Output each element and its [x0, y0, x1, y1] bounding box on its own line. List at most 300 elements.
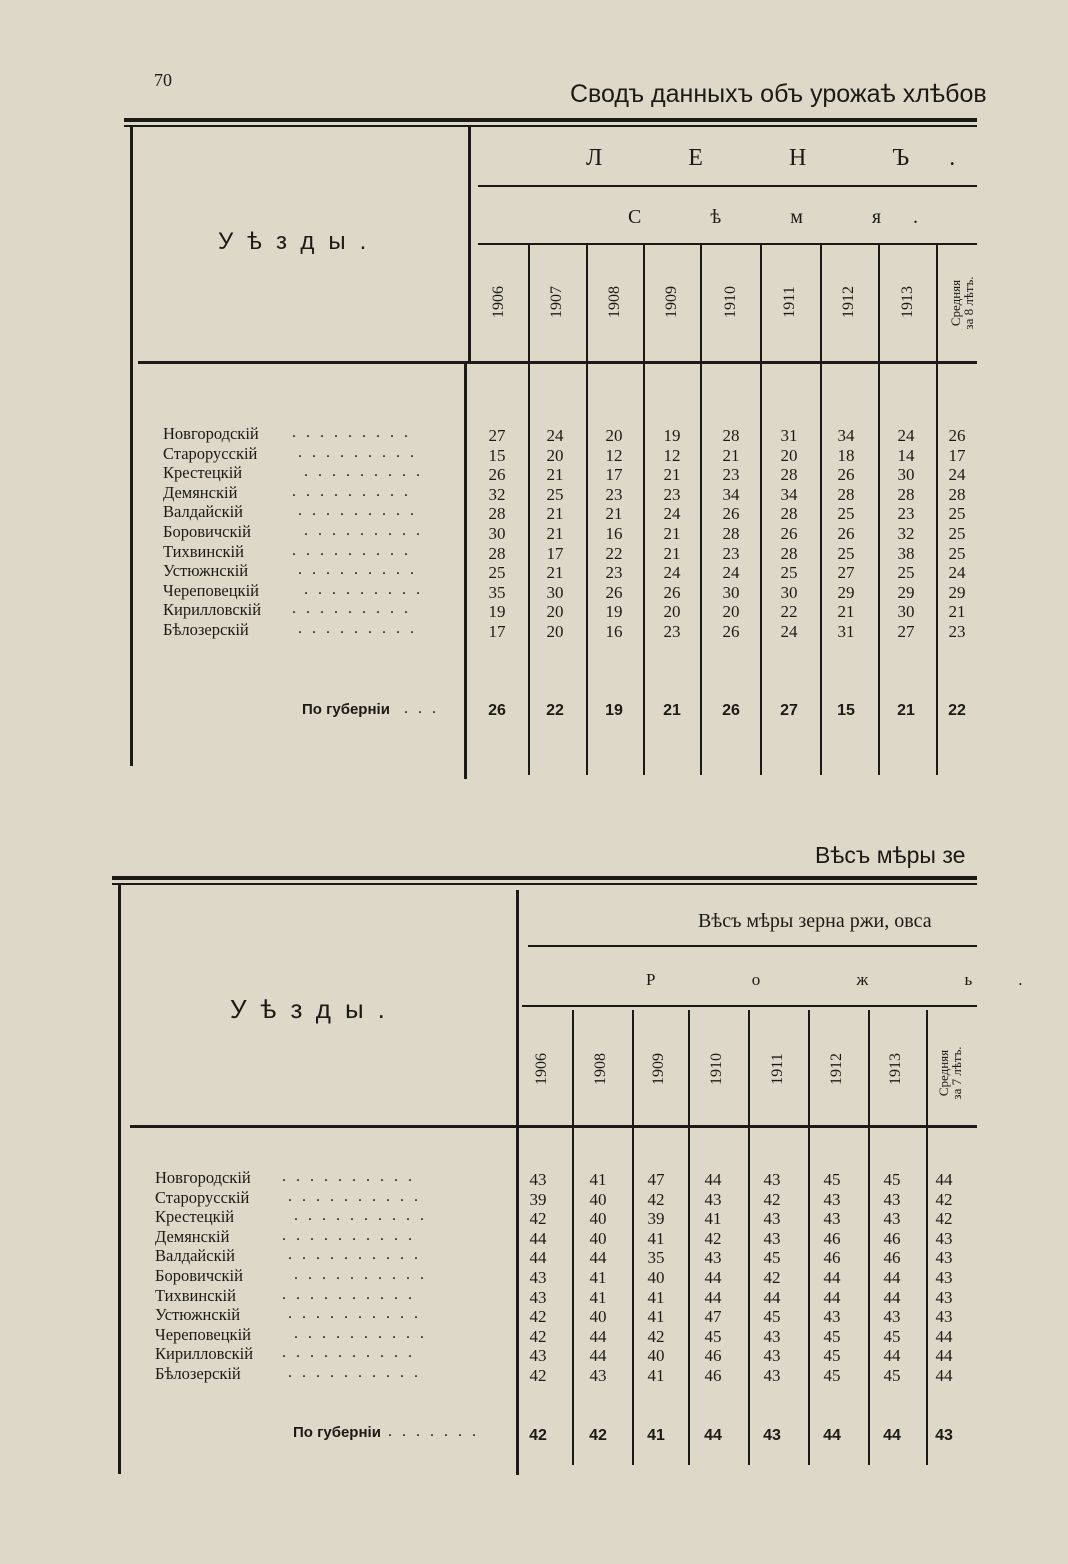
table1-year-1911: 1911 — [781, 286, 798, 318]
table-cell: 16 — [605, 524, 623, 543]
table-cell: 35 — [488, 582, 506, 602]
table-cell: 25 — [488, 563, 506, 583]
section-title: Вѣсъ мѣры зе — [815, 842, 966, 868]
table-cell: 24 — [780, 622, 798, 641]
district-name: Бѣлозерскій — [163, 620, 249, 639]
table-cell: 44 — [883, 1287, 901, 1307]
table-cell: 20 — [546, 622, 564, 641]
table-cell: 43 — [935, 1248, 953, 1268]
total-cell: 21 — [897, 702, 915, 719]
table2-avg-header-line2: за 7 лѣтъ. — [949, 1046, 964, 1100]
table-cell: 20 — [722, 602, 740, 622]
table-cell: 43 — [529, 1346, 547, 1366]
table-cell: 17 — [546, 543, 564, 563]
table-cell: 30 — [780, 582, 798, 602]
table-cell: 45 — [823, 1366, 841, 1385]
table-cell: 39 — [529, 1189, 547, 1209]
table-cell: 44 — [935, 1346, 953, 1366]
table-cell: 43 — [763, 1170, 781, 1189]
table-cell: 46 — [883, 1228, 901, 1248]
table-cell: 41 — [589, 1287, 607, 1307]
table-cell: 27 — [897, 622, 915, 641]
table-cell: 26 — [488, 465, 506, 485]
dot-leader: . . . . . . . . . — [304, 580, 423, 598]
table1-year-1913: 1913 — [899, 286, 916, 318]
table-cell: 26 — [837, 465, 855, 485]
table2-group-header: Вѣсъ мѣры зерна ржи, овса — [698, 910, 932, 932]
table1-col-rule — [586, 245, 588, 775]
table-cell: 45 — [883, 1170, 901, 1189]
table-cell: 25 — [837, 504, 855, 524]
district-name: Череповецкій — [163, 580, 259, 600]
table-cell: 31 — [780, 426, 798, 445]
table-cell: 42 — [763, 1189, 781, 1209]
table-cell: 25 — [948, 504, 966, 524]
table-cell: 42 — [704, 1228, 722, 1248]
table-cell: 45 — [823, 1170, 841, 1189]
total-cell: 44 — [704, 1427, 722, 1444]
table-cell: 41 — [589, 1268, 607, 1287]
table-cell: 12 — [663, 445, 681, 465]
district-name: Устюжнскій — [163, 561, 249, 581]
table-cell: 24 — [897, 426, 915, 445]
table-cell: 17 — [605, 465, 623, 485]
table-cell: 40 — [589, 1228, 607, 1248]
table-cell: 43 — [529, 1287, 547, 1307]
dot-leader: . . . . . . . . . — [298, 620, 417, 637]
table-cell: 44 — [704, 1268, 722, 1287]
table-cell: 44 — [704, 1170, 722, 1189]
district-name: Тихвинскій — [163, 541, 244, 561]
page-title: Сводъ данныхъ объ урожаѣ хлѣбов — [570, 80, 987, 108]
table1-top-rule-thin — [124, 125, 977, 127]
table2-col-rule — [688, 1010, 690, 1465]
table-cell: 30 — [546, 582, 564, 602]
table-cell: 21 — [546, 504, 564, 524]
table-cell: 26 — [722, 622, 740, 641]
table-cell: 23 — [663, 484, 681, 504]
table-cell: 21 — [663, 465, 681, 485]
table-cell: 17 — [488, 622, 506, 641]
table-cell: 24 — [663, 504, 681, 524]
table-cell: 26 — [837, 524, 855, 543]
district-name: Крестецкій — [155, 1207, 235, 1227]
table1-col-rule — [760, 245, 762, 775]
table2-year-1908: 1908 — [592, 1053, 609, 1085]
district-name: Череповецкій — [155, 1324, 251, 1344]
table-cell: 25 — [546, 484, 564, 504]
table-cell: 28 — [488, 543, 506, 563]
table-cell: 25 — [948, 543, 966, 563]
table-cell: 45 — [704, 1326, 722, 1346]
table1-year-1910: 1910 — [722, 286, 739, 318]
dot-leader: . . . . . . . . . . — [288, 1305, 421, 1323]
district-name: Устюжнскій — [155, 1305, 241, 1325]
table-cell: 28 — [722, 524, 740, 543]
table-cell: 44 — [763, 1287, 781, 1307]
table-cell: 23 — [722, 465, 740, 485]
table2-col-rule — [868, 1010, 870, 1465]
table-cell: 42 — [529, 1366, 547, 1385]
table-cell: 21 — [546, 563, 564, 583]
table-cell: 32 — [897, 524, 915, 543]
table2-top-rule — [112, 876, 977, 880]
table-cell: 43 — [883, 1209, 901, 1229]
table1-total-leader: . . . — [404, 700, 439, 717]
dot-leader: . . . . . . . . . — [292, 424, 411, 441]
table-cell: 43 — [589, 1366, 607, 1385]
table-cell: 40 — [589, 1209, 607, 1229]
table1-col-rule — [643, 245, 645, 775]
table1-col-rule — [820, 245, 822, 775]
table-cell: 42 — [763, 1268, 781, 1287]
table-cell: 25 — [837, 543, 855, 563]
district-name: Новгородскій — [155, 1168, 251, 1187]
table-cell: 27 — [837, 563, 855, 583]
table2-col-rule — [632, 1010, 634, 1465]
table-cell: 46 — [823, 1248, 841, 1268]
table-cell: 27 — [488, 426, 506, 445]
dot-leader: . . . . . . . . . — [292, 600, 411, 618]
total-cell: 42 — [529, 1427, 547, 1444]
dot-leader: . . . . . . . . . . — [294, 1266, 427, 1283]
table2-col-rule — [808, 1010, 810, 1465]
total-cell: 26 — [488, 702, 506, 719]
table-cell: 28 — [722, 426, 740, 445]
table-cell: 43 — [935, 1228, 953, 1248]
table1-year-1909: 1909 — [663, 286, 680, 318]
table-cell: 23 — [605, 484, 623, 504]
table1-sub-rule — [478, 243, 977, 245]
table-cell: 44 — [589, 1326, 607, 1346]
table-cell: 38 — [897, 543, 915, 563]
table-cell: 24 — [546, 426, 564, 445]
table-cell: 28 — [780, 543, 798, 563]
table2-left-border — [118, 884, 121, 1474]
table-cell: 44 — [529, 1228, 547, 1248]
table-cell: 23 — [722, 543, 740, 563]
table2-year-1912: 1912 — [828, 1053, 845, 1085]
table-cell: 42 — [647, 1326, 665, 1346]
table2-year-1906: 1906 — [533, 1053, 550, 1085]
table-cell: 44 — [823, 1287, 841, 1307]
table-cell: 41 — [647, 1366, 665, 1385]
table1-year-1912: 1912 — [840, 286, 857, 318]
table-cell: 15 — [488, 445, 506, 465]
table-cell: 46 — [883, 1248, 901, 1268]
table-cell: 44 — [589, 1248, 607, 1268]
table-cell: 29 — [948, 582, 966, 602]
table-cell: 34 — [837, 426, 855, 445]
table-cell: 46 — [704, 1346, 722, 1366]
district-name: Боровичскій — [155, 1266, 243, 1285]
dot-leader: . . . . . . . . . . — [282, 1168, 415, 1185]
total-cell: 15 — [837, 702, 855, 719]
dot-leader: . . . . . . . . . — [292, 482, 411, 500]
dot-leader: . . . . . . . . . — [298, 443, 417, 461]
table-cell: 41 — [704, 1209, 722, 1229]
table-cell: 21 — [948, 602, 966, 622]
dot-leader: . . . . . . . . . . — [282, 1285, 415, 1303]
table2-year-1909: 1909 — [650, 1053, 667, 1085]
table-cell: 43 — [529, 1268, 547, 1287]
table-cell: 43 — [529, 1170, 547, 1189]
table-cell: 47 — [647, 1170, 665, 1189]
table1-head-rule — [138, 361, 977, 364]
table2-col-rule — [572, 1010, 574, 1465]
total-cell: 27 — [780, 702, 798, 719]
table-cell: 43 — [704, 1248, 722, 1268]
table2-row-header: Уѣзды. — [230, 994, 399, 1024]
table1-top-rule — [124, 118, 977, 122]
district-name: Валдайскій — [155, 1246, 236, 1266]
dot-leader: . . . . . . . . . . — [288, 1246, 421, 1264]
table-cell: 24 — [663, 563, 681, 583]
table2-avg-header-line1: Средняя — [936, 1049, 951, 1097]
table2-year-1910: 1910 — [708, 1053, 725, 1085]
table-cell: 23 — [948, 622, 966, 641]
table2-sub-header: Р о ж ь. — [646, 970, 1068, 989]
dot-leader: . . . . . . . . . — [304, 522, 423, 539]
table-cell: 24 — [722, 563, 740, 583]
table-cell: 34 — [780, 484, 798, 504]
table1-avg-header — [949, 258, 975, 348]
table-cell: 44 — [883, 1346, 901, 1366]
district-name: Тихвинскій — [155, 1285, 236, 1305]
dot-leader: . . . . . . . . . . — [294, 1324, 427, 1342]
table1-sub-header: С ѣ м я. — [628, 206, 951, 228]
table-cell: 43 — [704, 1189, 722, 1209]
table-cell: 43 — [935, 1287, 953, 1307]
table-cell: 44 — [883, 1268, 901, 1287]
table-cell: 44 — [704, 1287, 722, 1307]
table-cell: 43 — [763, 1366, 781, 1385]
table1-col-rule — [700, 245, 702, 775]
table-cell: 43 — [763, 1346, 781, 1366]
table-cell: 41 — [589, 1170, 607, 1189]
table-cell: 34 — [722, 484, 740, 504]
district-name: Бѣлозерскій — [155, 1364, 241, 1383]
table2-year-1911: 1911 — [769, 1053, 786, 1085]
table1-avg-header-line2: за 8 лѣтъ. — [961, 276, 976, 330]
table-cell: 14 — [897, 445, 915, 465]
table-cell: 17 — [948, 445, 966, 465]
total-cell: 44 — [823, 1427, 841, 1444]
table-cell: 44 — [935, 1170, 953, 1189]
table-cell: 28 — [780, 465, 798, 485]
table-cell: 43 — [763, 1209, 781, 1229]
table-cell: 40 — [647, 1346, 665, 1366]
table2-group-rule — [528, 945, 977, 947]
district-name: Боровичскій — [163, 522, 251, 541]
district-name: Кирилловскій — [155, 1344, 254, 1364]
table-cell: 31 — [837, 622, 855, 641]
dot-leader: . . . . . . . . . . — [282, 1226, 415, 1244]
district-name: Кирилловскій — [163, 600, 262, 620]
page-number: 70 — [154, 70, 172, 90]
table-cell: 42 — [935, 1209, 953, 1229]
total-cell: 21 — [663, 702, 681, 719]
table-cell: 26 — [780, 524, 798, 543]
table-cell: 30 — [897, 602, 915, 622]
table-cell: 45 — [763, 1307, 781, 1327]
table-cell: 43 — [823, 1189, 841, 1209]
dot-leader: . . . . . . . . . — [298, 561, 417, 579]
table-cell: 25 — [897, 563, 915, 583]
table-cell: 24 — [948, 563, 966, 583]
table-cell: 45 — [883, 1366, 901, 1385]
table-cell: 18 — [837, 445, 855, 465]
district-name: Старорусскій — [163, 443, 258, 463]
table2-total-leader: . . . . . . . — [388, 1423, 479, 1440]
table-cell: 21 — [837, 602, 855, 622]
dot-leader: . . . . . . . . . . — [288, 1364, 421, 1381]
table-cell: 30 — [722, 582, 740, 602]
total-cell: 26 — [722, 702, 740, 719]
table-cell: 29 — [837, 582, 855, 602]
table-cell: 20 — [546, 445, 564, 465]
table-cell: 44 — [589, 1346, 607, 1366]
table-cell: 21 — [605, 504, 623, 524]
table-cell: 43 — [763, 1326, 781, 1346]
table-cell: 45 — [883, 1326, 901, 1346]
table-cell: 41 — [647, 1228, 665, 1248]
table-cell: 21 — [546, 465, 564, 485]
table2-head-rule — [130, 1125, 977, 1128]
dot-leader: . . . . . . . . . . — [282, 1344, 415, 1362]
table2-avg-header — [937, 1028, 963, 1118]
total-cell: 22 — [948, 702, 966, 719]
district-name: Демянскій — [163, 482, 238, 502]
table1-stub-divider-body — [464, 364, 467, 779]
table-cell: 28 — [948, 484, 966, 504]
table-cell: 43 — [935, 1268, 953, 1287]
table-cell: 42 — [529, 1209, 547, 1229]
dot-leader: . . . . . . . . . — [292, 541, 411, 559]
table-cell: 42 — [647, 1189, 665, 1209]
table1-group-rule — [478, 185, 977, 187]
table-cell: 28 — [780, 504, 798, 524]
table-cell: 12 — [605, 445, 623, 465]
table-cell: 22 — [605, 543, 623, 563]
table-cell: 26 — [605, 582, 623, 602]
table1-year-1908: 1908 — [606, 286, 623, 318]
table-cell: 24 — [948, 465, 966, 485]
table-cell: 46 — [704, 1366, 722, 1385]
table-cell: 43 — [823, 1307, 841, 1327]
table-cell: 47 — [704, 1307, 722, 1327]
table-cell: 23 — [605, 563, 623, 583]
table1-left-border — [130, 126, 133, 766]
dot-leader: . . . . . . . . . — [304, 463, 423, 481]
table-cell: 44 — [823, 1268, 841, 1287]
table1-col-rule — [528, 245, 530, 775]
table-cell: 43 — [883, 1189, 901, 1209]
district-name: Новгородскій — [163, 424, 259, 443]
district-name: Крестецкій — [163, 463, 243, 483]
table-cell: 30 — [897, 465, 915, 485]
table-cell: 42 — [935, 1189, 953, 1209]
district-name: Демянскій — [155, 1226, 230, 1246]
table-cell: 26 — [722, 504, 740, 524]
table-cell: 42 — [529, 1307, 547, 1327]
table2-year-1913: 1913 — [887, 1053, 904, 1085]
table-cell: 42 — [529, 1326, 547, 1346]
table-cell: 20 — [546, 602, 564, 622]
total-cell: 22 — [546, 702, 564, 719]
table-cell: 19 — [488, 602, 506, 622]
table-cell: 20 — [780, 445, 798, 465]
table-cell: 28 — [837, 484, 855, 504]
table-cell: 19 — [605, 602, 623, 622]
table-cell: 20 — [605, 426, 623, 445]
table1-total-label: По губерніи — [302, 701, 390, 718]
table1-group-header: Л Е Н Ъ. — [586, 145, 996, 171]
table1-year-1907: 1907 — [548, 286, 565, 318]
table-cell: 21 — [663, 524, 681, 543]
table2-col-rule — [748, 1010, 750, 1465]
table-cell: 40 — [589, 1307, 607, 1327]
table1-stub-divider — [468, 126, 471, 362]
dot-leader: . . . . . . . . . . — [288, 1187, 421, 1205]
table-cell: 19 — [663, 426, 681, 445]
table-cell: 44 — [935, 1366, 953, 1385]
table-cell: 22 — [780, 602, 798, 622]
table-cell: 44 — [935, 1326, 953, 1346]
total-cell: 41 — [647, 1427, 665, 1444]
dot-leader: . . . . . . . . . — [298, 502, 417, 520]
table-cell: 16 — [605, 622, 623, 641]
table-cell: 43 — [883, 1307, 901, 1327]
dot-leader: . . . . . . . . . . — [294, 1207, 427, 1225]
table-cell: 43 — [763, 1228, 781, 1248]
total-cell: 43 — [935, 1427, 953, 1444]
district-name: Старорусскій — [155, 1187, 250, 1207]
table-cell: 41 — [647, 1287, 665, 1307]
table-cell: 25 — [948, 524, 966, 543]
table-cell: 39 — [647, 1209, 665, 1229]
table-cell: 45 — [823, 1326, 841, 1346]
table-cell: 28 — [897, 484, 915, 504]
total-cell: 19 — [605, 702, 623, 719]
table1-year-1906: 1906 — [490, 286, 507, 318]
table-cell: 43 — [823, 1209, 841, 1229]
table-cell: 40 — [647, 1268, 665, 1287]
table2-top-rule-thin — [112, 883, 977, 885]
table-cell: 40 — [589, 1189, 607, 1209]
table-cell: 26 — [663, 582, 681, 602]
table2-sub-rule — [522, 1005, 977, 1007]
table-cell: 45 — [823, 1346, 841, 1366]
table-cell: 23 — [897, 504, 915, 524]
table-cell: 43 — [935, 1307, 953, 1327]
table1-avg-header-line1: Средняя — [948, 279, 963, 327]
table-cell: 21 — [546, 524, 564, 543]
table-cell: 28 — [488, 504, 506, 524]
table-cell: 25 — [780, 563, 798, 583]
table-cell: 23 — [663, 622, 681, 641]
table-cell: 35 — [647, 1248, 665, 1268]
total-cell: 42 — [589, 1427, 607, 1444]
table-cell: 20 — [663, 602, 681, 622]
table1-col-rule — [878, 245, 880, 775]
table-cell: 21 — [663, 543, 681, 563]
table-cell: 41 — [647, 1307, 665, 1327]
table-cell: 26 — [948, 426, 966, 445]
district-name: Валдайскій — [163, 502, 244, 522]
total-cell: 44 — [883, 1427, 901, 1444]
table2-total-label: По губерніи — [293, 1424, 381, 1441]
